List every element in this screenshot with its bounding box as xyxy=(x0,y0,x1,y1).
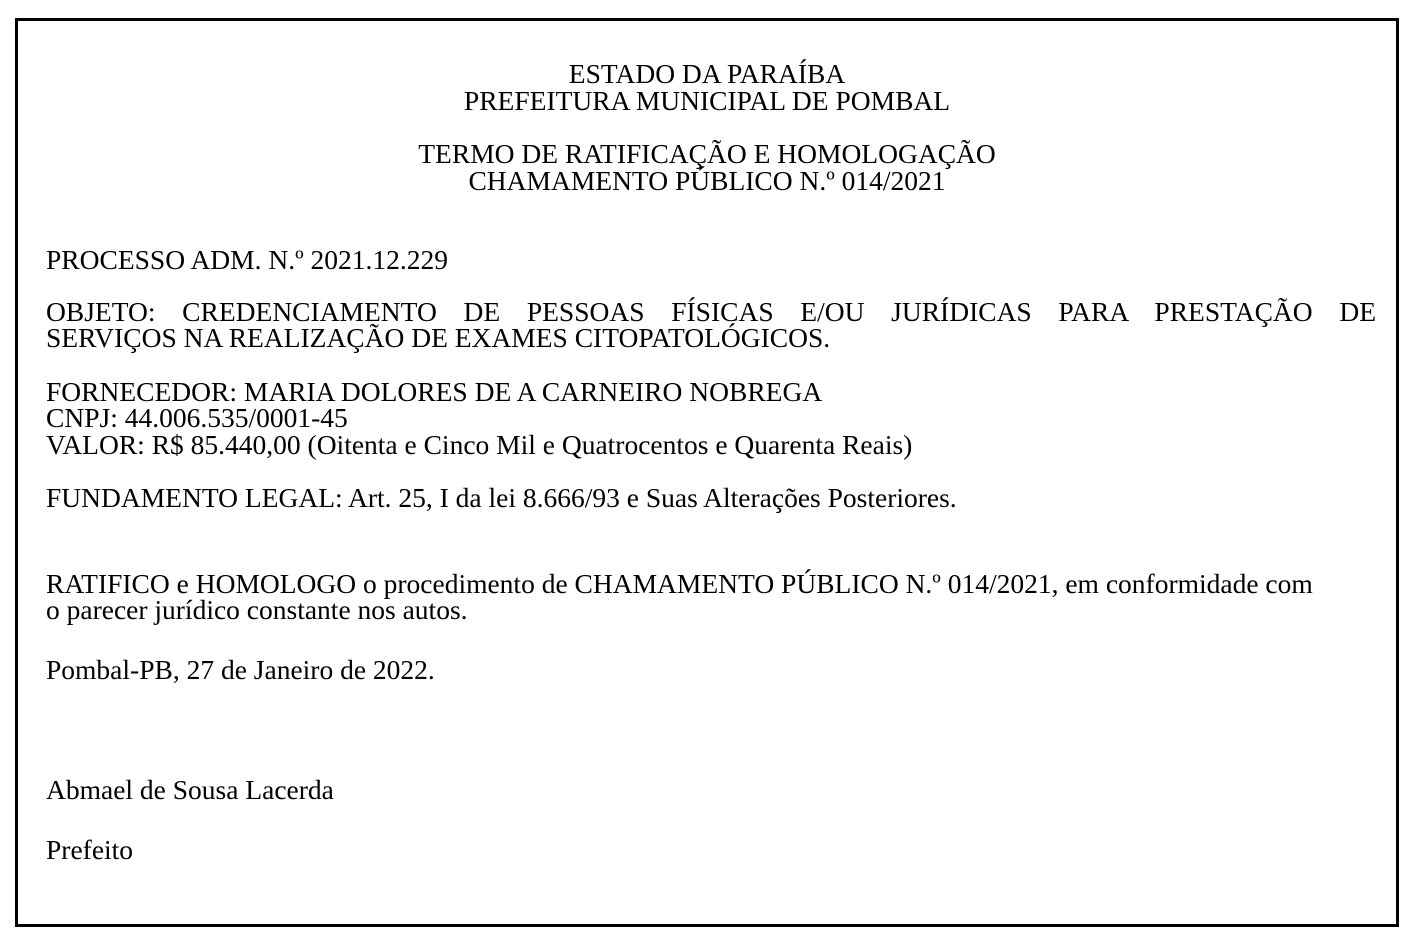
state-heading: ESTADO DA PARAÍBA xyxy=(568,58,846,89)
document-title: TERMO DE RATIFICAÇÃO E HOMOLOGAÇÃO xyxy=(418,138,996,169)
objeto-line-2: SERVIÇOS NA REALIZAÇÃO DE EXAMES CITOPATOLÓGICOS. xyxy=(46,322,831,353)
signatory-name: Abmael de Sousa Lacerda xyxy=(46,774,334,805)
document-border xyxy=(15,18,1399,927)
ratifico-line-1: RATIFICO e HOMOLOGO o procedimento de CHAMAMENTO PÚBLICO N.º 014/2021, em conformidade com xyxy=(46,568,1313,599)
valor: VALOR: R$ 85.440,00 (Oitenta e Cinco Mil e Quatrocentos e Quarenta Reais) xyxy=(46,429,913,460)
place-and-date: Pombal-PB, 27 de Janeiro de 2022. xyxy=(46,654,435,685)
signatory-role: Prefeito xyxy=(46,834,134,865)
ratifico-line-2: o parecer jurídico constante nos autos. xyxy=(46,594,468,625)
fornecedor: FORNECEDOR: MARIA DOLORES DE A CARNEIRO NOBREGA xyxy=(46,376,823,407)
cnpj: CNPJ: 44.006.535/0001-45 xyxy=(46,402,348,433)
municipality-heading: PREFEITURA MUNICIPAL DE POMBAL xyxy=(463,85,951,116)
objeto-line-1: OBJETO: CREDENCIAMENTO DE PESSOAS FÍSICAS E/OU JURÍDICAS PARA PRESTAÇÃO DE xyxy=(46,296,1376,327)
document-subtitle: CHAMAMENTO PÚBLICO N.º 014/2021 xyxy=(468,165,946,196)
processo-number: PROCESSO ADM. N.º 2021.12.229 xyxy=(46,244,448,275)
fundamento-legal: FUNDAMENTO LEGAL: Art. 25, I da lei 8.666/93 e Suas Alterações Posteriores. xyxy=(46,482,957,513)
